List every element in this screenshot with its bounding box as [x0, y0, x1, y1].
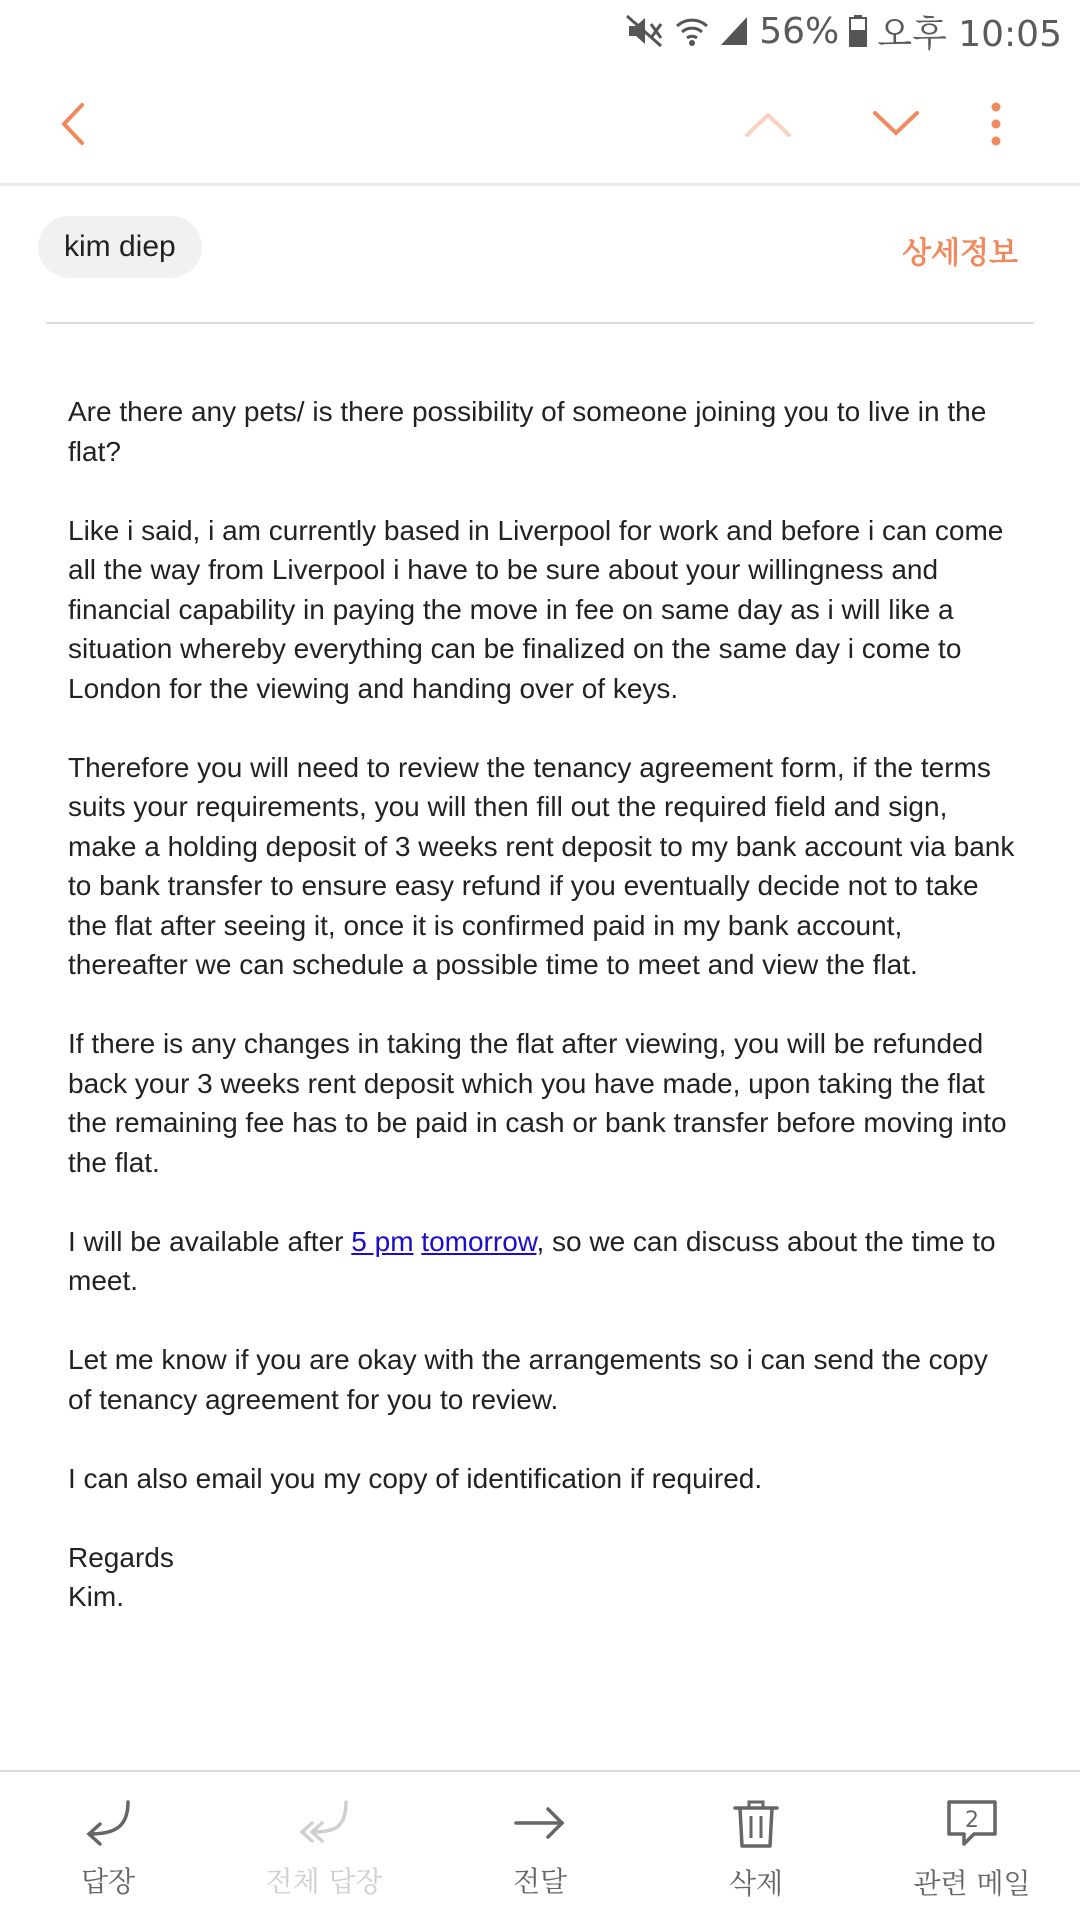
related-mail-icon — [944, 1798, 1000, 1850]
divider — [46, 322, 1034, 324]
chevron-left-icon — [52, 99, 92, 149]
body-paragraph: If there is any changes in taking the flat after viewing, you will be refunded back your 3 weeks rent deposit which you have made, upon taking the flat the remaining fee has to be paid in cash or bank transfer before moving into the flat. — [68, 1028, 1007, 1178]
body-paragraph: Therefore you will need to review the tenancy agreement form, if the terms suits your requirements, you will then fill out the required field and sign, make a holding deposit of 3 weeks rent deposit to my bank account via bank to bank transfer to ensure easy refund if you eventually decide not to take the flat after seeing it, once it is confirmed paid in my bank account, thereafter we can schedule a possible time to meet and view the flat. — [68, 751, 1015, 980]
body-text-segment: , so we can discuss about the time to meet. — [68, 1225, 996, 1296]
chevron-up-icon — [743, 109, 793, 139]
sender-chip[interactable]: kim diep — [38, 216, 202, 278]
time-link[interactable]: 5 pm — [351, 1225, 414, 1257]
signal-icon — [719, 15, 749, 47]
forward-label: 전달 — [512, 1865, 568, 1898]
details-link[interactable]: 상세정보 — [902, 236, 1018, 271]
reply-all-label: 전체 답장 — [265, 1865, 383, 1898]
related-mail-button[interactable] — [864, 1772, 1080, 1920]
clock: 오후 10:05 — [877, 13, 1062, 55]
battery-icon — [849, 15, 867, 47]
date-link[interactable]: tomorrow — [421, 1225, 537, 1257]
signature-line: Kim. — [68, 1581, 124, 1612]
reply-all-button[interactable] — [216, 1772, 432, 1920]
body-paragraph — [68, 1222, 1018, 1301]
status-bar — [0, 0, 1080, 62]
delete-label: 삭제 — [728, 1867, 784, 1900]
reply-all-icon — [296, 1798, 352, 1848]
sender-row — [0, 186, 1080, 324]
previous-mail-button[interactable] — [718, 62, 818, 186]
body-paragraph: Are there any pets/ is there possibility of someone joining you to live in the flat? — [68, 396, 987, 467]
body-paragraph: Let me know if you are okay with the arrangements so i can send the copy of tenancy agreement for you to review. — [68, 1344, 988, 1415]
mute-icon — [625, 14, 665, 48]
signature-line: Regards — [68, 1541, 174, 1573]
more-options-button[interactable] — [946, 62, 1046, 186]
message-body — [68, 392, 1018, 1617]
related-mail-label: 관련 메일 — [913, 1867, 1031, 1900]
forward-arrow-icon — [512, 1798, 568, 1848]
back-button[interactable] — [22, 62, 122, 186]
battery-percent: 56% — [759, 10, 840, 52]
chevron-down-icon — [871, 109, 921, 139]
forward-button[interactable] — [432, 1772, 648, 1920]
bottom-action-bar — [0, 1770, 1080, 1920]
body-text-segment: I will be available after — [68, 1225, 352, 1257]
trash-icon — [731, 1798, 781, 1850]
signature — [68, 1538, 1018, 1617]
more-vertical-icon — [990, 102, 1002, 146]
next-mail-button[interactable] — [846, 62, 946, 186]
app-bar — [0, 62, 1080, 186]
body-paragraph: Like i said, i am currently based in Liverpool for work and before i can come all the way from Liverpool i have to be sure about your willingness and financial capability in paying the move in fee on same day as i will like a situation whereby everything can be finalized on the same day i come to London for the viewing and handing over of keys. — [68, 514, 1004, 704]
reply-button[interactable] — [0, 1772, 216, 1920]
body-paragraph: I can also email you my copy of identification if required. — [68, 1462, 763, 1494]
reply-label: 답장 — [80, 1865, 136, 1898]
wifi-icon — [675, 14, 709, 48]
reply-icon — [80, 1798, 136, 1848]
related-count: 2 — [965, 1808, 979, 1833]
delete-button[interactable] — [648, 1772, 864, 1920]
